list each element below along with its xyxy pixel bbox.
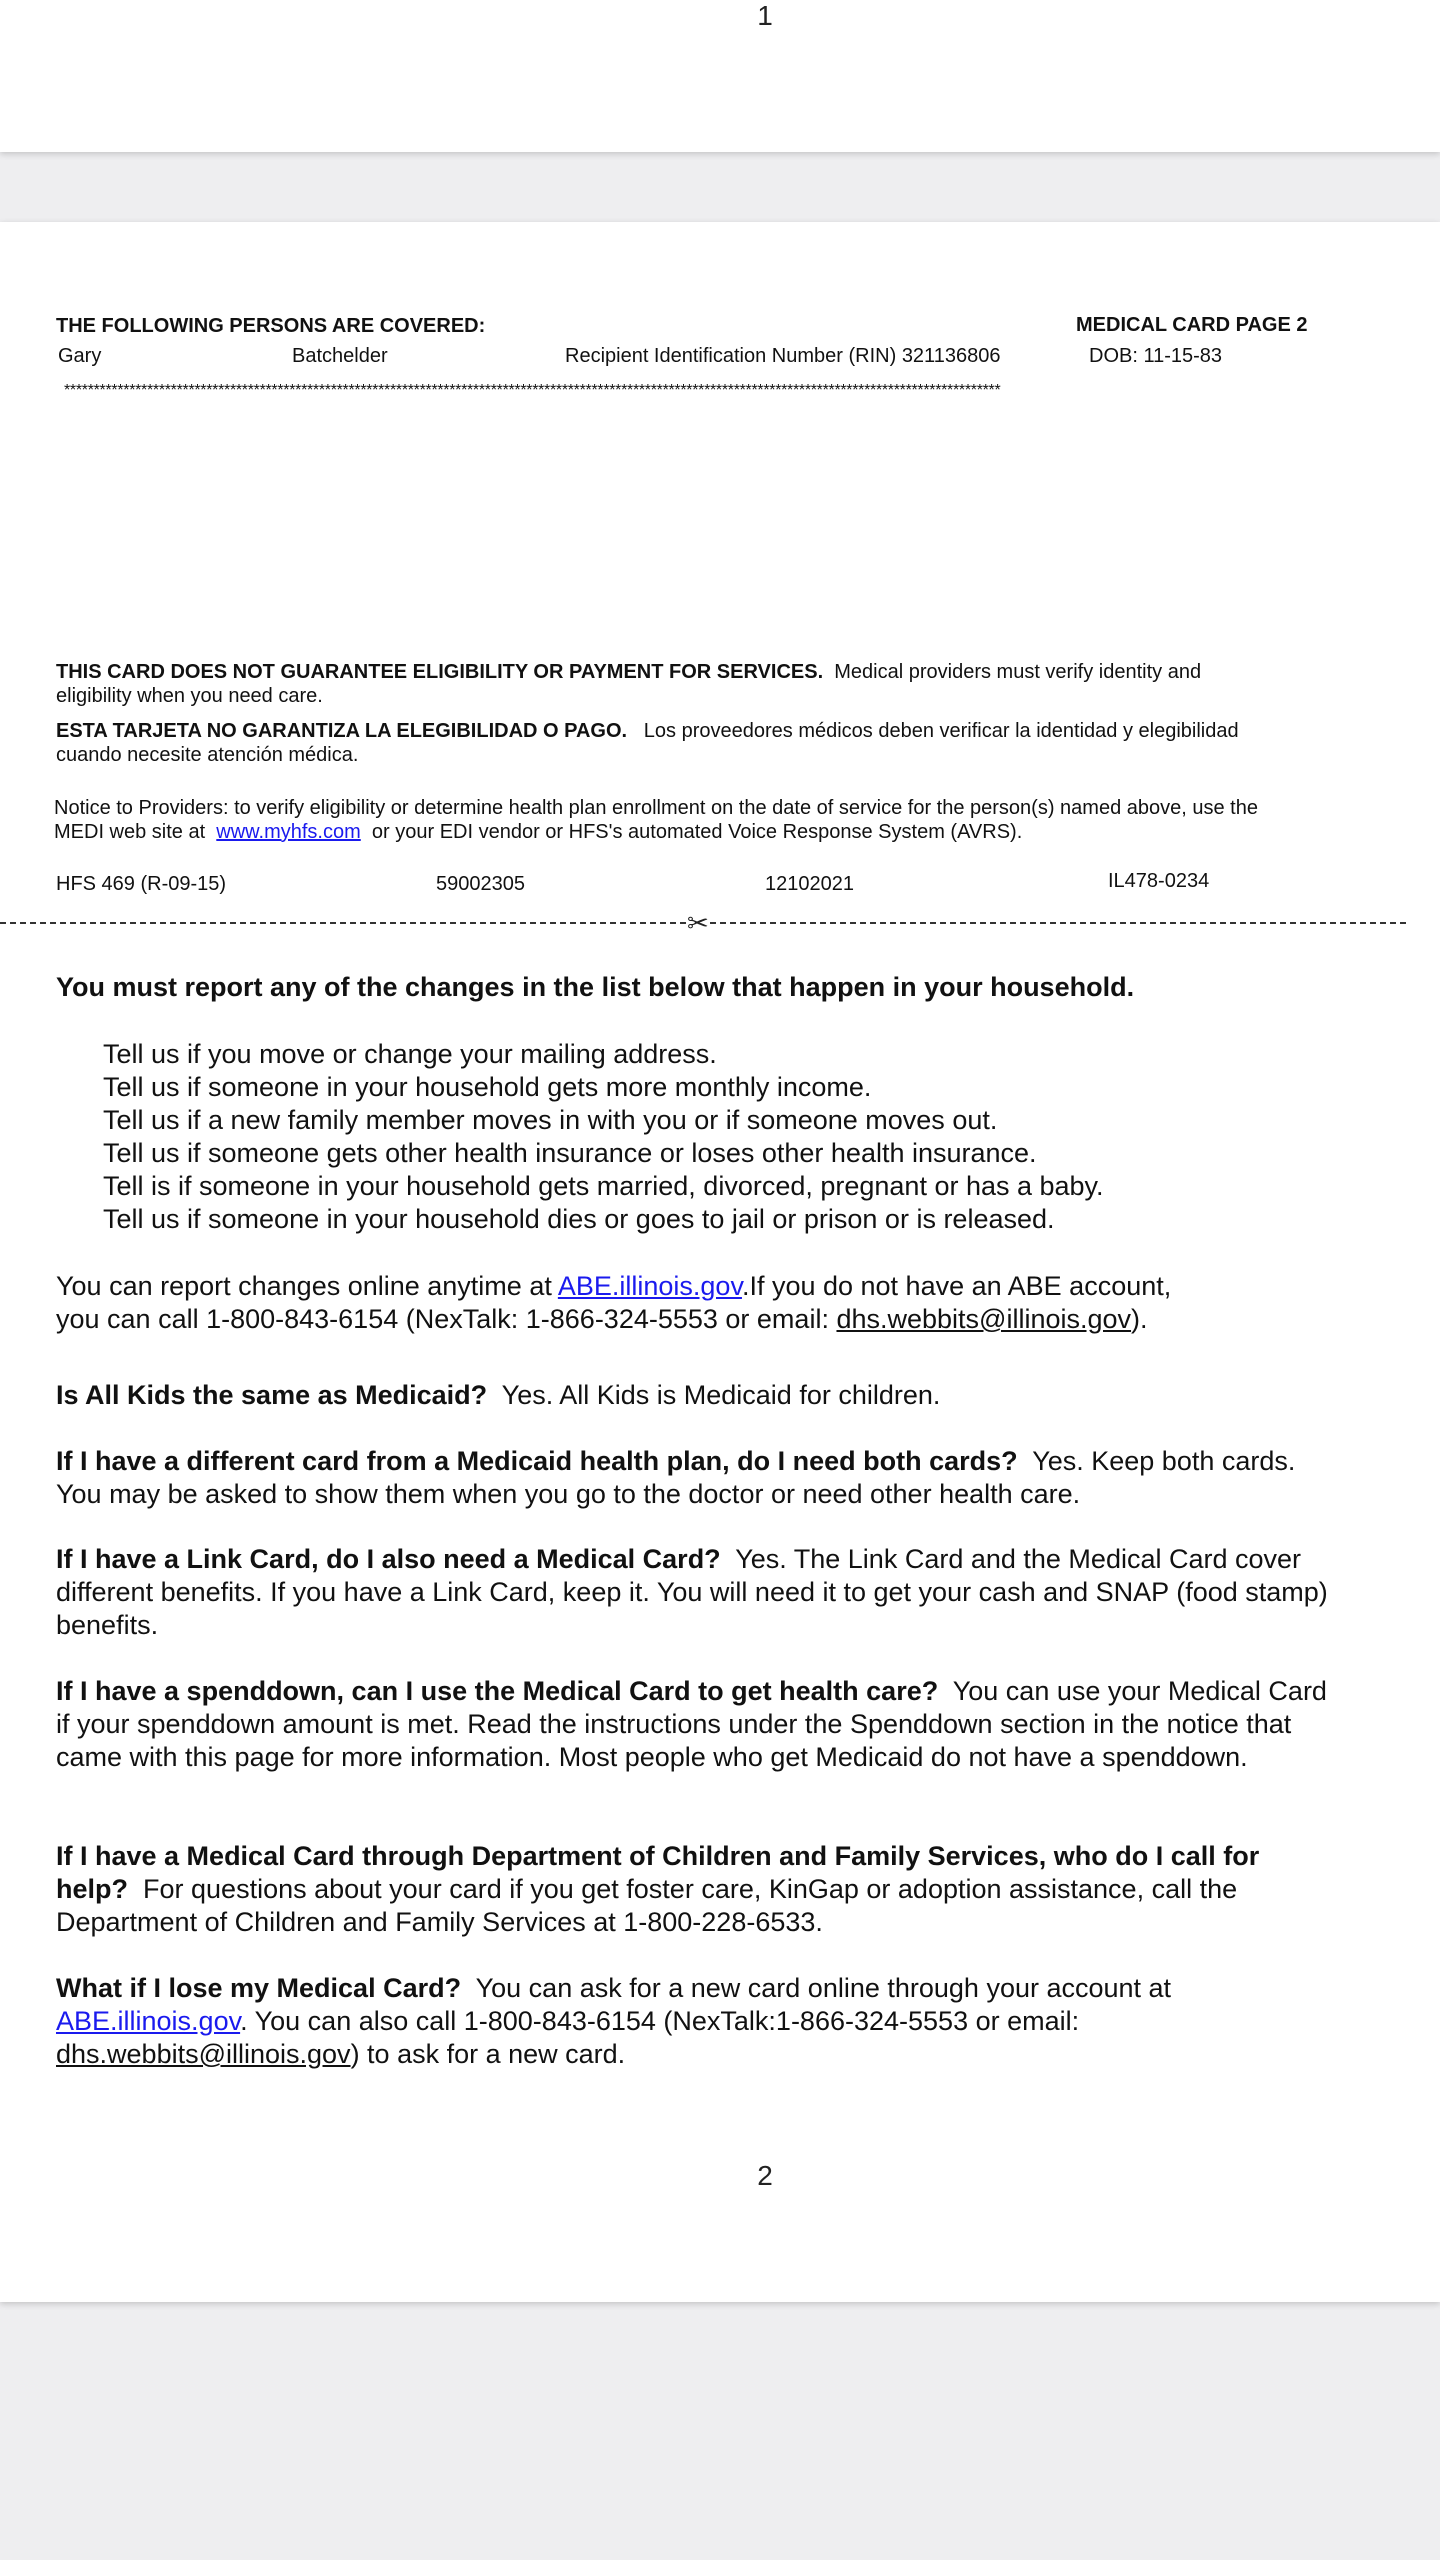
separator-stars: ************************************************************************************************************************************************************** [64, 382, 1001, 399]
notice-text-1: Notice to Providers: to verify eligibility or determine health plan enrollment on the date of service for the person(s) named above, use the MEDI web site at [54, 797, 1258, 843]
rin-field [565, 344, 1000, 368]
page-number: 2 [757, 2160, 773, 2191]
code-3: IL478-0234 [1108, 870, 1210, 892]
online-text-3: ). [1131, 1304, 1148, 1334]
disclaimer-es-text: Los proveedores médicos deben verificar la identidad y elegibilidad cuando necesite atención médica. [56, 720, 1239, 766]
faq-question: If I have a different card from a Medicaid health plan, do I need both cards? [56, 1446, 1018, 1476]
disclaimer-es [56, 719, 1296, 767]
list-item: Tell us if you move or change your mailing address. [103, 1039, 717, 1069]
faq-answer-1: You can ask for a new card online through your account at [475, 1973, 1172, 2003]
faq-answer-3: ) to ask for a new card. [350, 2039, 626, 2069]
code-1: 59002305 [436, 873, 525, 895]
faq-answer: For questions about your card if you get foster care, KinGap or adoption assistance, call the Department of Children and Family Services at 1-800-228-6533. [56, 1874, 1238, 1937]
faq-question: What if I lose my Medical Card? [56, 1973, 462, 2003]
notice-to-providers [54, 796, 1294, 844]
dob: DOB: 11-15-83 [1089, 345, 1223, 367]
email-link[interactable]: dhs.webbits@illinois.gov [56, 2039, 351, 2069]
faq-question: Is All Kids the same as Medicaid? [56, 1380, 488, 1410]
faq-link-card [56, 1543, 1336, 1642]
disclaimer-en-bold: THIS CARD DOES NOT GUARANTEE ELIGIBILITY OR PAYMENT FOR SERVICES. [56, 661, 824, 683]
abe-link[interactable]: ABE.illinois.gov [56, 2006, 241, 2036]
faq-lost-card [56, 1972, 1316, 2071]
faq-question: If I have a spenddown, can I use the Medical Card to get health care? [56, 1676, 939, 1706]
myhfs-link[interactable]: www.myhfs.com [216, 821, 361, 843]
first-name: Gary [58, 345, 102, 367]
list-item: Tell us if someone gets other health insurance or loses other health insurance. [103, 1138, 1037, 1168]
notice-text-2: or your EDI vendor or HFS's automated Voice Response System (AVRS). [371, 821, 1023, 843]
faq-different-card [56, 1445, 1336, 1511]
faq-all-kids [56, 1379, 1336, 1412]
rin-label: Recipient Identification Number (RIN) [565, 345, 897, 367]
disclaimer-en-text: Medical providers must verify identity and eligibility when you need care. [56, 661, 1202, 707]
abe-link[interactable]: ABE.illinois.gov [557, 1271, 742, 1301]
covered-heading: THE FOLLOWING PERSONS ARE COVERED: [56, 315, 486, 337]
card-page-label: MEDICAL CARD PAGE 2 [1076, 314, 1308, 336]
page-1 [0, 0, 1440, 152]
faq-question: If I have a Medical Card through Department of Children and Family Services, who do I call for help? [56, 1841, 1260, 1904]
faq-answer: Yes. Keep both cards. You may be asked to show them when you go to the doctor or need other health care. [56, 1446, 1296, 1509]
faq-dcfs [56, 1840, 1336, 1939]
faq-spenddown [56, 1675, 1336, 1774]
online-text-1: You can report changes online anytime at [56, 1271, 552, 1301]
list-item: Tell us if a new family member moves in with you or if someone moves out. [103, 1105, 998, 1135]
page-2 [0, 222, 1440, 2302]
report-heading: You must report any of the changes in the list below that happen in your household. [56, 972, 1135, 1002]
list-item: Tell is if someone in your household gets married, divorced, pregnant or has a baby. [103, 1171, 1104, 1201]
faq-question: If I have a Link Card, do I also need a Medical Card? [56, 1544, 721, 1574]
changes-list [103, 1038, 1104, 1236]
scissors-icon: ✂ [687, 908, 709, 938]
code-2: 12102021 [765, 873, 854, 895]
list-item: Tell us if someone in your household gets more monthly income. [103, 1072, 872, 1102]
faq-answer: Yes. All Kids is Medicaid for children. [501, 1380, 941, 1410]
page-number: 1 [757, 0, 773, 31]
faq-answer: You can use your Medical Card if your spenddown amount is met. Read the instructions under the Spenddown section in the notice that came with this page for more information. Most people who get Medicaid do not have a spenddown. [56, 1676, 1327, 1772]
disclaimer-es-bold: ESTA TARJETA NO GARANTIZA LA ELEGIBILIDAD O PAGO. [56, 720, 628, 742]
faq-answer: Yes. The Link Card and the Medical Card cover different benefits. If you have a Link Card, keep it. You will need it to get your cash and SNAP (food stamp) benefits. [56, 1544, 1328, 1640]
online-text-2: .If you do not have an ABE account, you can call 1-800-843-6154 (NexTalk: 1-866-324-5553 or email: [56, 1271, 1172, 1334]
disclaimer-en [56, 660, 1276, 708]
rin-value: 321136806 [901, 345, 1001, 367]
list-item: Tell us if someone in your household dies or goes to jail or prison or is released. [103, 1204, 1055, 1234]
report-online-paragraph [56, 1270, 1186, 1336]
faq-answer-2: . You can also call 1-800-843-6154 (NexTalk:1-866-324-5553 or email: [240, 2006, 1080, 2036]
email-link[interactable]: dhs.webbits@illinois.gov [836, 1304, 1132, 1334]
form-id: HFS 469 (R-09-15) [56, 873, 227, 895]
last-name: Batchelder [292, 345, 388, 367]
